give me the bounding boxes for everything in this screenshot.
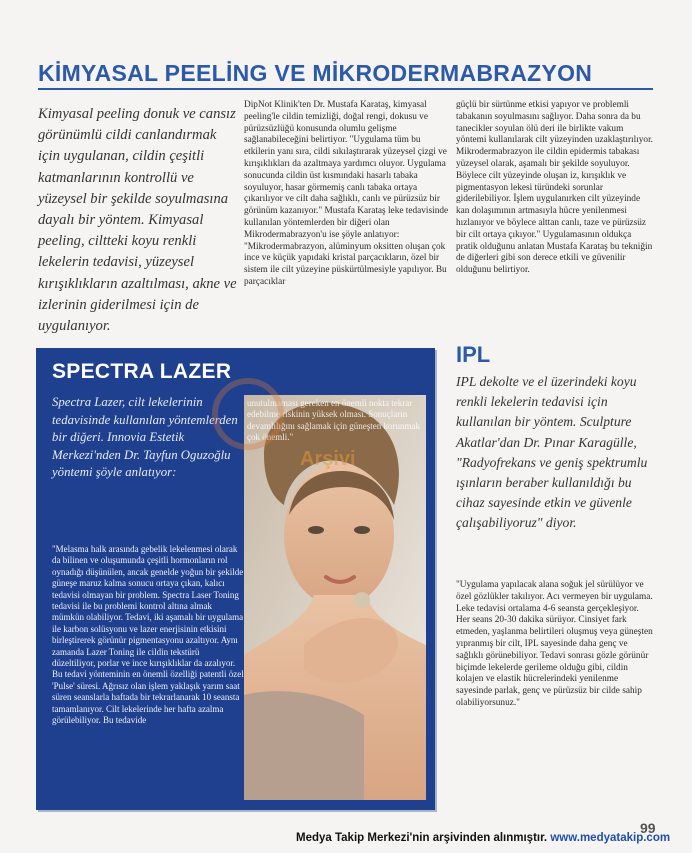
article-column-2: DipNot Klinik'ten Dr. Mustafa Karataş, kimyasal peeling'le cildin temizliği, doğal rengi, dokusu ve pürüzsüzlüğü konusunda olumlu gelişme sağlanabileceğini belirtiyor. "Uygulama tüm bu etkilerin yanı sıra, cildi sıkılaştırarak yüzeysel çizgi ve kırışıklıkları da azaltmaya yardımcı oluyor. Uygulama sonucunda cildin üst kısmındaki hasarlı tabaka soyuluyor, hasar görmemiş canlı tabaka ortaya çıkarılıyor ve cilt daha sağlıklı, canlı ve pürüzsüz bir görünüm kazanıyor." Mustafa Karataş leke tedavisinde kullanılan yöntemlerden bir diğeri olan Mikrodermabrazyon'u ise şöyle anlatıyor: "Mikrodermabrazyon, alüminyum oksitten oluşan çok ince ve küçük yapıdaki kristal parçacıkların, özel bir sistem ile cilt yüzeyine püskürtülmesiyle yapılıyor. Bu parçacıklar [244,100,449,287]
spectra-title: SPECTRA LAZER [52,360,232,383]
footer-url[interactable]: www.medyatakip.com [550,832,671,844]
article-title: KİMYASAL PEELİNG VE MİKRODERMABRAZYON [38,60,593,86]
footer-note [296,832,670,844]
watermark-text: Arşivi [300,448,356,470]
spectra-intro: Spectra Lazer, cilt lekelerinin tedavisinde kullanılan yöntemlerden bir diğeri. Innovia Estetik Merkezi'nden Dr. Tayfun Oguzoğlu yöntemi şöyle anlatıyor: [52,395,238,480]
ipl-body: "Uygulama yapılacak alana soğuk jel sürülüyor ve özel gözlükler takılıyor. Acı vermeyen bir uygulama. Leke tedavisi ortalama 4-6 seansta gerçekleşiyor. Her seans 20-30 dakika sürüyor. Cinsiyet fark etmeden, yaşlanma belirtileri oluşmuş veya güneşten yıpranmış bir cilt, IPL sayesinde daha genç ve sağlıklı görünebiliyor. Tedavi sonrası gözle görünür biçimde lekelerde gerileme olduğu gibi, cildin kolajen ve elastik hücrelerindeki yenilenme sayesinde parlak, genç ve pürüzsüz bir cilde sahip olabiliyorsunuz." [456,580,653,708]
spectra-photo-caption: unutulmaması gereken en önemli nokta tekrar edebilme riskinin yüksek olması. Sonuçların devamlılığını sağlamak için güneşten korunmak çok önemli." [247,398,420,443]
ipl-title: IPL [456,342,491,367]
article-intro: Kimyasal peeling donuk ve cansız görünümlü cildi canlandırmak için uygulanan, cildin çeşitli katmanlarının kontrollü ve yüzeysel bir şekilde soyulmasına dayalı bir yöntem. Kimyasal peeling, ciltteki koyu renkli lekelerin tedavisi, yüzeysel kırışıklıkların azaltılması, akne ve izlerinin giderilmesi için de uygulanıyor. [38,106,237,335]
article-column-3: güçlü bir sürtünme etkisi yapıyor ve problemli tabakanın soyulmasını sağlıyor. Daha sonra da bu tanecikler soyulan ölü deri ile birlikte vakum yöntemi kullanılarak cilt yüzeyinden uzaklaştırılıyor. Mikrodermabrazyon ile cildin epidermis tabakası yüzeysel olarak, aşamalı bir şekilde soyuluyor. Böylece cilt yüzeyinde oluşan iz, kırışıklık ve pigmentasyon lekesi türündeki sorunlar giderilebiliyor. İşlem uygulanırken cilt yüzeyinde kan dolaşımının artmasıyla hücre yenilenmesi hızlanıyor ve böylece alttan canlı, taze ve pürüzsüz bir cilt ortaya çıkıyor." Uygulamasının oldukça pratik olduğunu anlatan Mustafa Karataş bu tekniğin de diğerleri gibi son derece etkili ve güvenilir olduğunu belirtiyor. [456,100,653,276]
page-number: 99 [640,820,656,836]
footer-text: Medya Takip Merkezi'nin arşivinden alınmıştır. [296,832,548,844]
title-rule [38,88,653,90]
ipl-intro: IPL dekolte ve el üzerindeki koyu renkli lekelerin tedavisi için kullanılan bir yöntem. Sculpture Akatlar'dan Dr. Pınar Karagülle, "Radyofrekans ve geniş spektrumlu ışınların beraber kullanıldığı bu cihaz sayesinde etkin ve güvenle çalışabiliyoruz" diyor. [456,374,648,531]
spectra-body: "Melasma halk arasında gebelik lekelenmesi olarak da bilinen ve oluşumunda çeşitli hormonların rol oynadığı düşünülen, ancak genelde yoğun bir şekilde güneşe maruz kalma sonucu ortaya çıkan, kalıcı tedavisi olmayan bir problem. Spectra Laser Toning tedavisi ile bu problemi kontrol altına almak mümkün olabiliyor. Tedavi, iki aşamalı bir uygulama ile karbon solüsyonu ve lazer enerjisinin etkisini birleştirerek görünür pigmentasyonu azaltıyor. Aynı zamanda Lazer Toning ile cildin tekstürü düzeltiliyor, porlar ve ince kırışıklıklar da azalıyor. Bu tedavi yönteminin en önemli özelliği patentli özel 'Pulse' süresi. Ağrısız olan işlem yaklaşık yarım saat süren seanslarla haftada bir tekrarlanarak 10 seansta tamamlanıyor. Cilt lekelerinde her hafta azalma görülebiliyor. Bu tedavide [52,544,244,726]
watermark-logo [212,378,284,450]
